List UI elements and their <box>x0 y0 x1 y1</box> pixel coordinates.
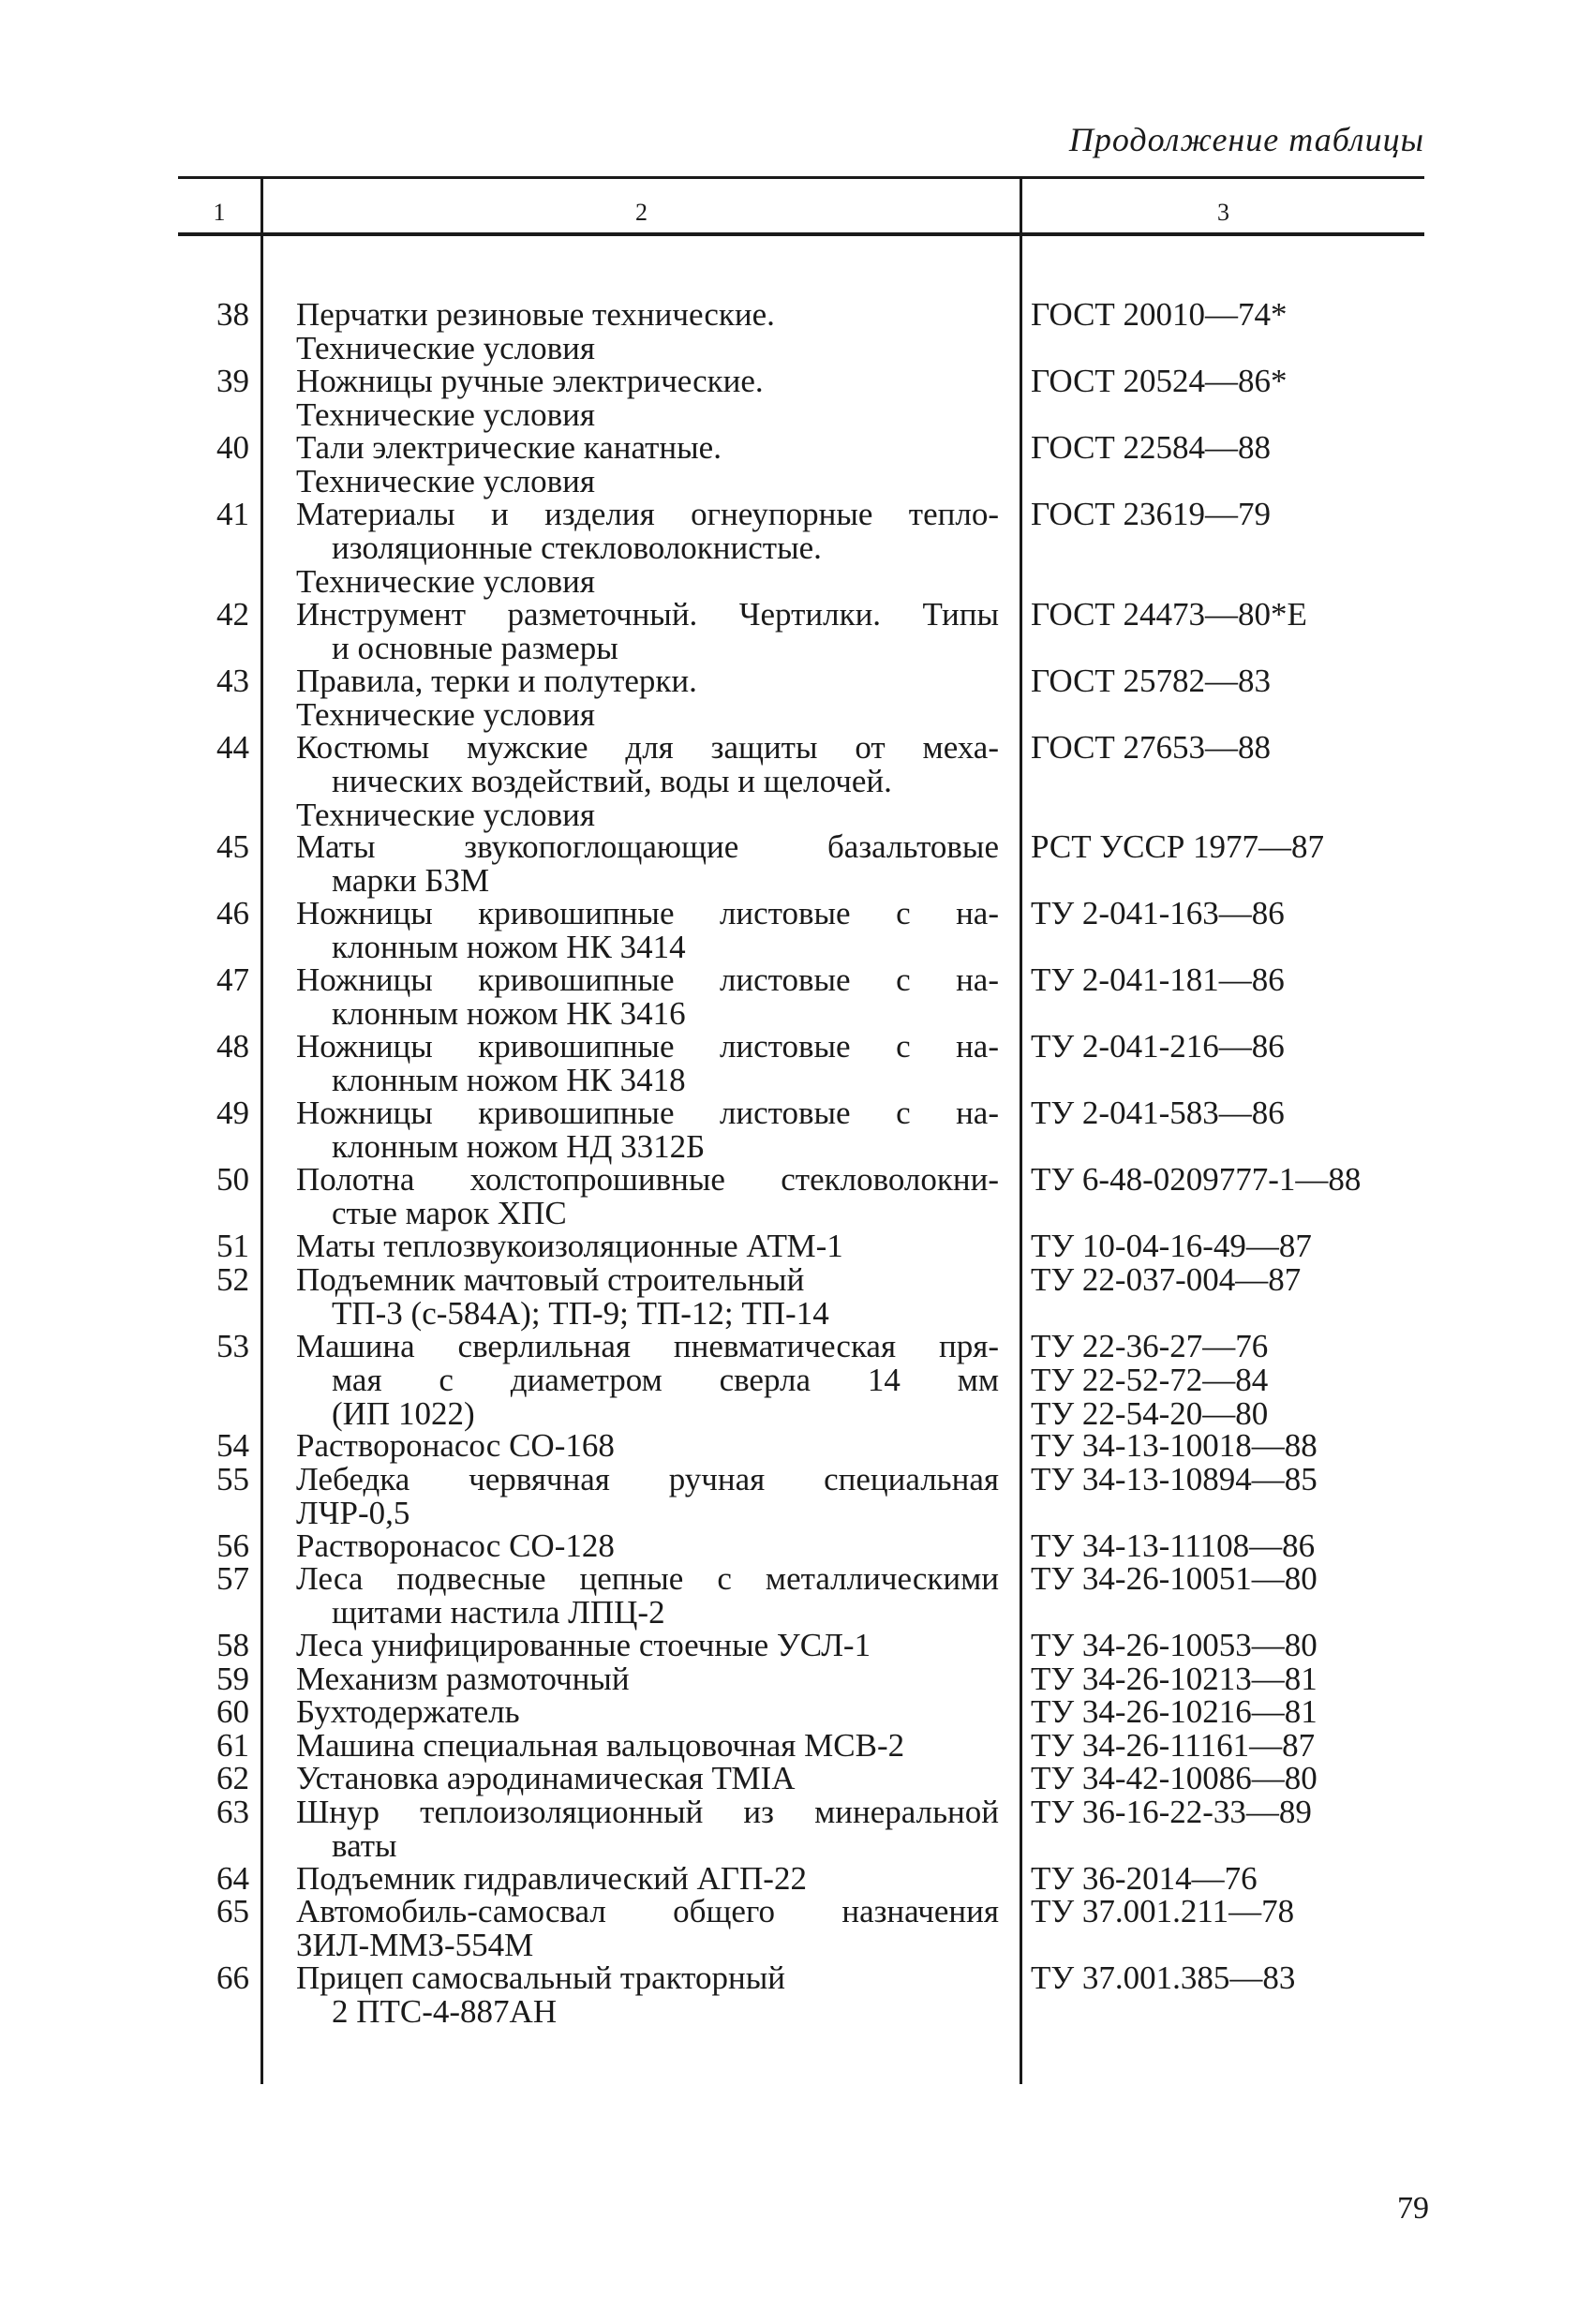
description-line: Растворонасос СО-168 <box>296 1427 615 1464</box>
row-standard <box>1031 431 1424 465</box>
description-line: Костюмы мужские для защиты от меха- <box>296 728 999 766</box>
description-line: Ножницы кривошипные листовые с на- <box>296 1028 999 1065</box>
row-number: 63 <box>216 1793 249 1830</box>
description-line: Прицеп самосвальный тракторный <box>296 1959 785 1996</box>
row-number: 48 <box>216 1028 249 1065</box>
row-description <box>296 1726 999 1764</box>
row-description <box>296 1662 999 1696</box>
description-line: (ИП 1022) <box>332 1394 475 1432</box>
row-standard <box>1031 1460 1424 1497</box>
description-line: клонным ножом НК 3414 <box>332 929 686 965</box>
standard-designation: ГОСТ 20524—86* <box>1031 363 1288 399</box>
row-number: 50 <box>216 1161 249 1198</box>
standard-designation: ГОСТ 23619—79 <box>1031 496 1272 532</box>
row-description <box>296 1859 999 1897</box>
row-standard <box>1031 1961 1424 1995</box>
standard-designation: ТУ 22-36-27—76 <box>1031 1327 1269 1364</box>
row-standard <box>1031 728 1424 766</box>
description-line: Технические условия <box>296 463 595 499</box>
row-description <box>296 664 999 732</box>
standard-designation: ТУ 34-26-10216—81 <box>1031 1693 1318 1730</box>
description-line: ваты <box>332 1826 397 1864</box>
description-line: клонным ножом НД 3312Б <box>332 1128 706 1165</box>
standard-designation: ТУ 2-041-181—86 <box>1031 961 1285 998</box>
row-standard <box>1031 1260 1424 1298</box>
row-number: 40 <box>216 429 249 466</box>
row-standard <box>1031 963 1424 997</box>
row-number: 51 <box>216 1228 249 1264</box>
standard-designation: ТУ 2-041-216—86 <box>1031 1028 1285 1065</box>
row-description <box>296 1030 999 1097</box>
description-line: Ножницы кривошипные листовые с на- <box>296 961 999 998</box>
description-line: Леса унифицированные стоечные УСЛ-1 <box>296 1627 871 1663</box>
row-standard <box>1031 664 1424 698</box>
standard-designation: ТУ 34-26-10213—81 <box>1031 1660 1318 1697</box>
row-number: 65 <box>216 1893 249 1929</box>
column-header-2: 2 <box>635 199 648 226</box>
row-description <box>296 1895 999 1962</box>
table-header-bottom-rule <box>178 232 1424 236</box>
row-description <box>296 1460 999 1531</box>
table-header-top-rule <box>178 176 1424 179</box>
description-line: ЗИЛ-ММЗ-554М <box>296 1927 534 1963</box>
row-description <box>296 830 999 898</box>
row-number: 44 <box>216 728 249 766</box>
description-line: Технические условия <box>296 796 595 833</box>
standard-designation: ТУ 34-13-11108—86 <box>1031 1527 1316 1564</box>
description-line: Растворонасос СО-128 <box>296 1527 615 1564</box>
description-line: Шнур теплоизоляционный из минеральной <box>296 1793 999 1830</box>
description-line: Лебедка червячная ручная специальная <box>296 1460 999 1497</box>
row-description <box>296 1429 999 1463</box>
row-description <box>296 728 999 833</box>
standard-designation: ТУ 36-16-22-33—89 <box>1031 1793 1312 1830</box>
row-number: 53 <box>216 1327 249 1364</box>
standard-designation: ТУ 22-54-20—80 <box>1031 1394 1269 1432</box>
column-header-1: 1 <box>213 199 226 226</box>
row-description <box>296 1762 999 1795</box>
row-standard <box>1031 1229 1424 1263</box>
row-standard <box>1031 1795 1424 1829</box>
description-line: ЛЧР-0,5 <box>296 1494 410 1531</box>
row-number: 43 <box>216 662 249 699</box>
description-line: Ножницы кривошипные листовые с на- <box>296 1095 999 1131</box>
standard-designation: ТУ 34-42-10086—80 <box>1031 1760 1318 1796</box>
row-number: 64 <box>216 1859 249 1897</box>
row-description <box>296 1629 999 1662</box>
row-description <box>296 963 999 1031</box>
standard-designation: ТУ 37.001.211—78 <box>1031 1893 1295 1929</box>
row-number: 49 <box>216 1095 249 1131</box>
row-number: 61 <box>216 1726 249 1764</box>
row-standard <box>1031 365 1424 398</box>
row-description <box>296 1961 999 2029</box>
row-number: 58 <box>216 1627 249 1663</box>
row-number: 57 <box>216 1560 249 1597</box>
standard-designation: ТУ 2-041-583—86 <box>1031 1095 1285 1131</box>
row-standard <box>1031 1629 1424 1662</box>
row-number: 52 <box>216 1260 249 1298</box>
row-standard <box>1031 897 1424 931</box>
page-number: 79 <box>1397 2191 1429 2226</box>
row-number: 56 <box>216 1527 249 1564</box>
row-description <box>296 365 999 432</box>
description-line: нических воздействий, воды и щелочей. <box>332 762 892 799</box>
row-description <box>296 498 999 599</box>
description-line: изоляционные стекловолокнистые. <box>332 529 822 566</box>
standard-designation: ТУ 34-13-10894—85 <box>1031 1460 1318 1497</box>
row-standard <box>1031 1529 1424 1563</box>
row-number: 59 <box>216 1660 249 1697</box>
description-line: Перчатки резиновые технические. <box>296 296 775 333</box>
standard-designation: ТУ 34-26-11161—87 <box>1031 1726 1316 1764</box>
row-standard <box>1031 1762 1424 1795</box>
description-line: клонным ножом НК 3418 <box>332 1062 686 1098</box>
row-description <box>296 1229 999 1263</box>
row-number: 62 <box>216 1760 249 1796</box>
description-line: Технические условия <box>296 695 595 733</box>
row-number: 38 <box>216 296 249 333</box>
row-number: 55 <box>216 1460 249 1497</box>
description-line: Машина специальная вальцовочная МСВ-2 <box>296 1726 905 1764</box>
row-standard <box>1031 595 1424 633</box>
description-line: Ножницы кривошипные листовые с на- <box>296 895 999 931</box>
row-number: 45 <box>216 828 249 865</box>
row-standard <box>1031 1030 1424 1064</box>
description-line: Материалы и изделия огнеупорные тепло- <box>296 496 999 532</box>
standard-designation: ГОСТ 20010—74* <box>1031 296 1288 333</box>
row-description <box>296 1529 999 1563</box>
column-header-3: 3 <box>1217 199 1229 226</box>
description-line: Технические условия <box>296 330 595 366</box>
row-standard <box>1031 1695 1424 1729</box>
row-number: 41 <box>216 496 249 532</box>
description-line: Подъемник гидравлический АГП-22 <box>296 1859 807 1897</box>
description-line: Правила, терки и полутерки. <box>296 662 697 699</box>
row-description <box>296 897 999 964</box>
description-line: Леса подвесные цепные с металлическими <box>296 1560 999 1597</box>
row-standard <box>1031 1726 1424 1764</box>
description-line: Полотна холстопрошивные стекловолокни- <box>296 1161 999 1198</box>
row-standard <box>1031 1895 1424 1929</box>
standard-designation: РСТ УССР 1977—87 <box>1031 828 1325 865</box>
row-description <box>296 431 999 499</box>
row-description <box>296 1795 999 1863</box>
standard-designation: ТУ 37.001.385—83 <box>1031 1959 1296 1996</box>
row-standard <box>1031 498 1424 531</box>
row-description <box>296 1695 999 1729</box>
description-line: Подъемник мачтовый строительный <box>296 1260 805 1298</box>
standard-designation: ТУ 34-26-10053—80 <box>1031 1627 1318 1663</box>
description-line: Маты теплозвукоизоляционные АТМ-1 <box>296 1228 843 1264</box>
description-line: Ножницы ручные электрические. <box>296 363 764 399</box>
standard-designation: ГОСТ 25782—83 <box>1031 662 1272 699</box>
row-description <box>296 595 999 666</box>
standard-designation: ГОСТ 22584—88 <box>1031 429 1272 466</box>
description-line: стые марок ХПС <box>332 1195 567 1231</box>
description-line: и основные размеры <box>332 629 618 666</box>
row-standard <box>1031 1662 1424 1696</box>
description-line: 2 ПТС-4-887АН <box>332 1993 558 2030</box>
row-number: 60 <box>216 1693 249 1730</box>
row-standard <box>1031 1327 1424 1432</box>
description-line: Машина сверлильная пневматическая пря- <box>296 1327 999 1364</box>
standard-designation: ГОСТ 24473—80*Е <box>1031 595 1307 633</box>
row-description <box>296 1163 999 1230</box>
row-description <box>296 1260 999 1332</box>
row-standard <box>1031 1096 1424 1130</box>
standard-designation: ТУ 10-04-16-49—87 <box>1031 1228 1312 1264</box>
description-line: Тали электрические канатные. <box>296 429 722 466</box>
row-standard <box>1031 298 1424 332</box>
row-number: 47 <box>216 961 249 998</box>
column-divider-1-2 <box>261 176 263 2084</box>
row-description <box>296 298 999 365</box>
row-number: 42 <box>216 595 249 633</box>
row-number: 66 <box>216 1959 249 1996</box>
description-line: марки БЗМ <box>332 862 490 899</box>
standard-designation: ТУ 34-26-10051—80 <box>1031 1560 1318 1597</box>
description-line: ТП-3 (с-584А); ТП-9; ТП-12; ТП-14 <box>332 1294 829 1332</box>
description-line: Бухтодержатель <box>296 1693 520 1730</box>
description-line: Инструмент разметочный. Чертилки. Типы <box>296 595 999 633</box>
row-number: 54 <box>216 1427 249 1464</box>
row-standard <box>1031 1562 1424 1596</box>
description-line: Технические условия <box>296 396 595 433</box>
row-description <box>296 1562 999 1630</box>
description-line: клонным ножом НК 3416 <box>332 995 686 1032</box>
table-continuation-caption: Продолжение таблицы <box>1068 121 1424 158</box>
row-number: 39 <box>216 363 249 399</box>
standard-designation: ТУ 6-48-0209777-1—88 <box>1031 1161 1362 1198</box>
standard-designation: ТУ 2-041-163—86 <box>1031 895 1285 931</box>
row-standard <box>1031 1429 1424 1463</box>
row-standard <box>1031 1163 1424 1197</box>
description-line: Автомобиль-самосвал общего назначения <box>296 1893 999 1929</box>
description-line: Установка аэродинамическая ТМIА <box>296 1760 796 1796</box>
standard-designation: ТУ 36-2014—76 <box>1031 1859 1258 1897</box>
description-line: Механизм размоточный <box>296 1660 630 1697</box>
description-line: мая с диаметром сверла 14 мм <box>332 1361 999 1398</box>
row-standard <box>1031 830 1424 864</box>
description-line: Технические условия <box>296 563 595 600</box>
standard-designation: ТУ 34-13-10018—88 <box>1031 1427 1318 1464</box>
column-divider-2-3 <box>1020 176 1022 2084</box>
description-line: щитами настила ЛПЦ-2 <box>332 1594 665 1631</box>
row-standard <box>1031 1859 1424 1897</box>
row-number: 46 <box>216 895 249 931</box>
row-description <box>296 1096 999 1164</box>
row-description <box>296 1327 999 1432</box>
standard-designation: ТУ 22-52-72—84 <box>1031 1361 1269 1398</box>
standard-designation: ГОСТ 27653—88 <box>1031 728 1272 766</box>
standard-designation: ТУ 22-037-004—87 <box>1031 1260 1302 1298</box>
description-line: Маты звукопоглощающие базальтовые <box>296 828 999 865</box>
